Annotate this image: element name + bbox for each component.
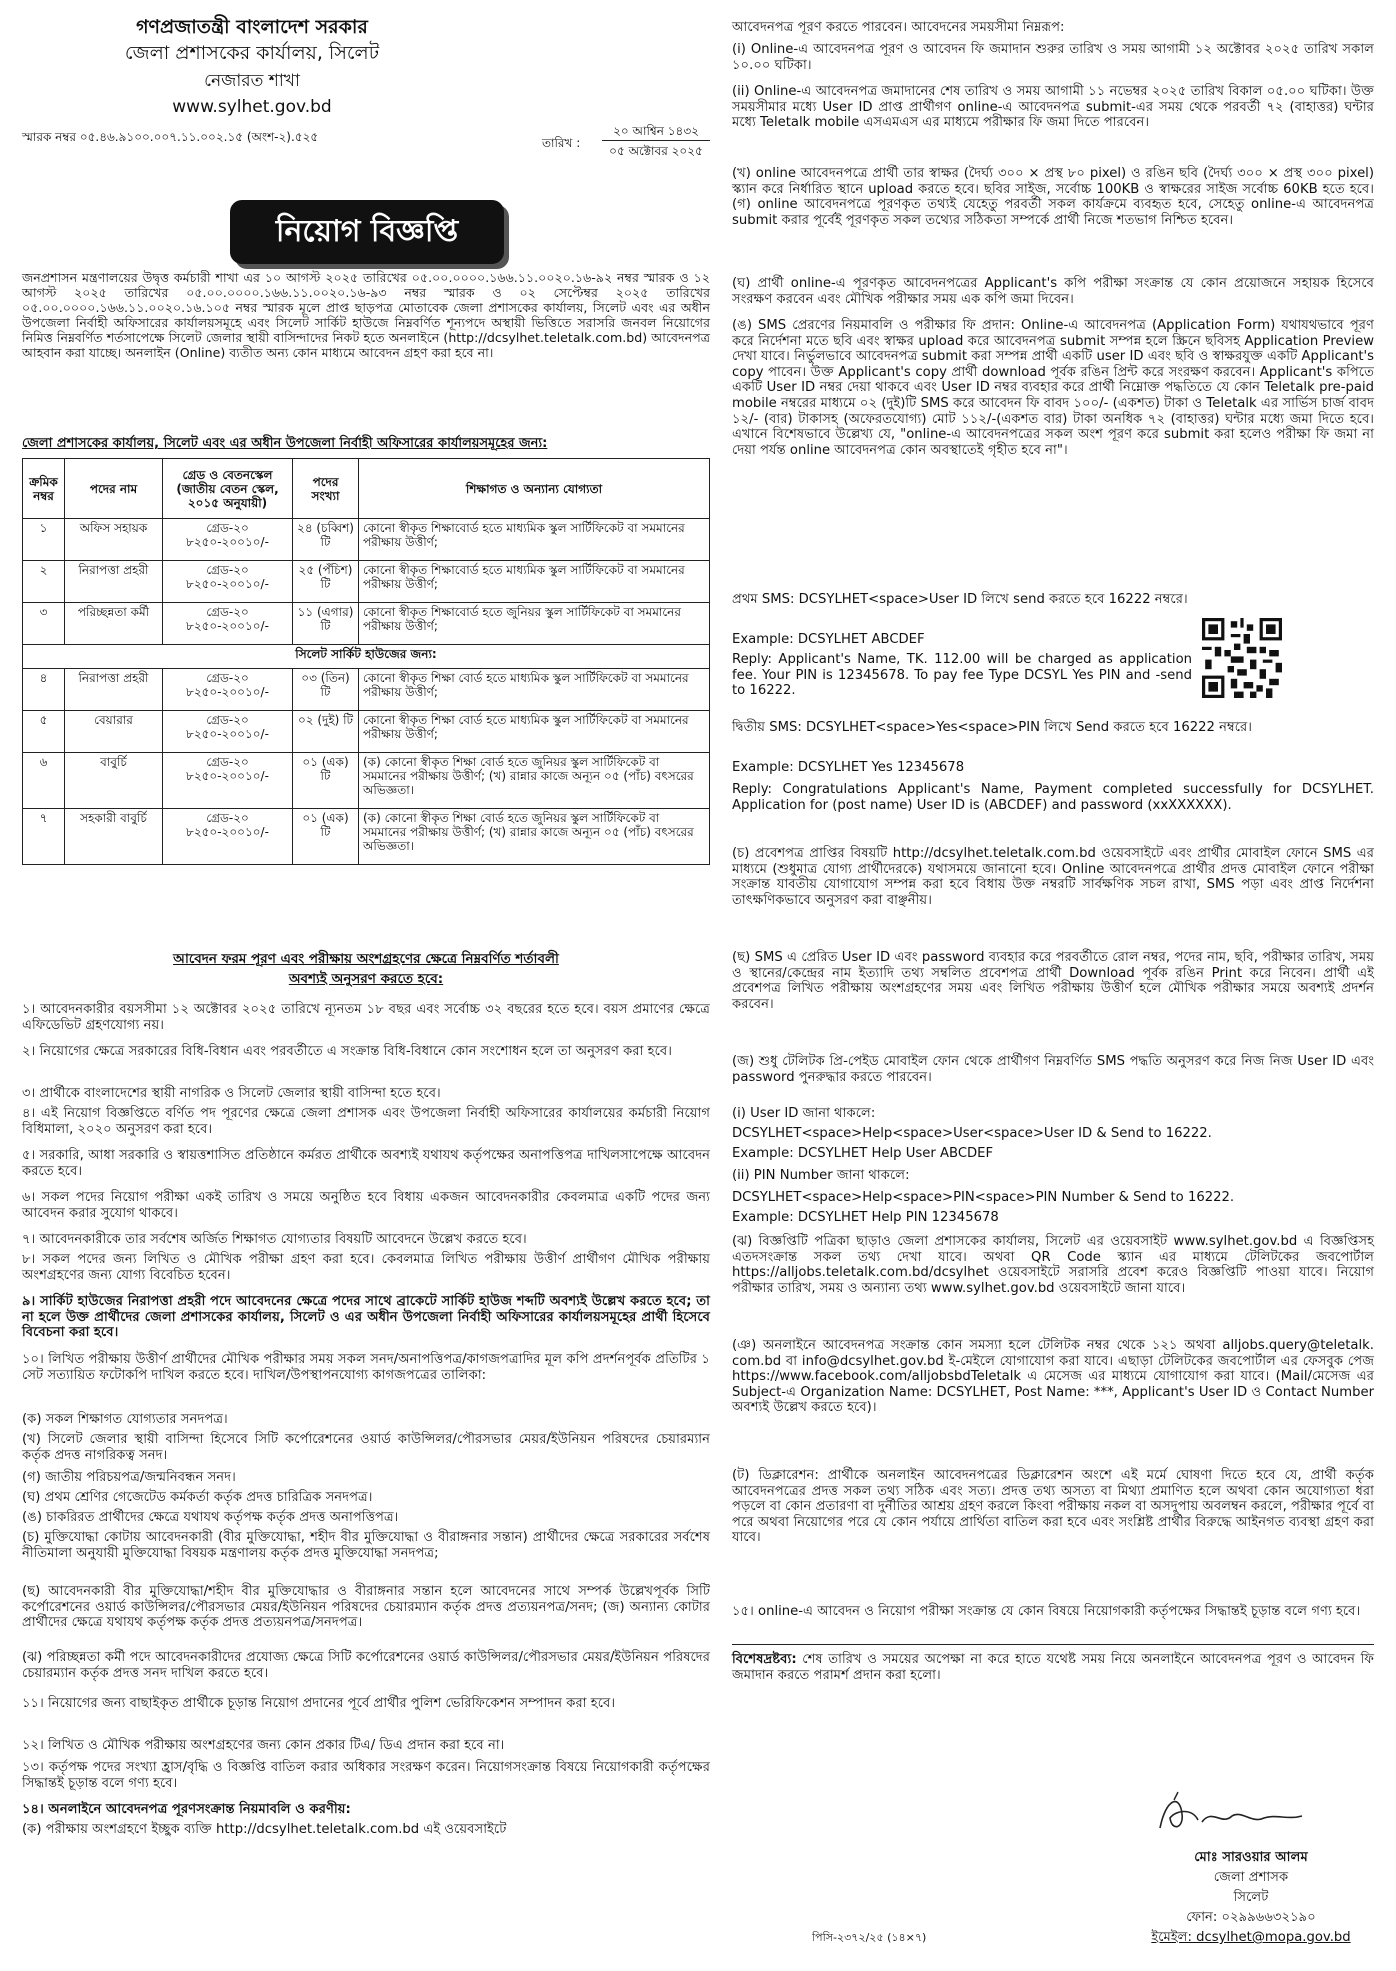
sms-reply-2: Reply: Congratulations Applicant's Name, Payment completed successfully for DCSYLHET. Application for (post name) User ID is (ABCDEF) and password (xxXXXXXX). bbox=[732, 782, 1374, 813]
condition-item: ৮। সকল পদের জন্য লিখিত ও মৌখিক পরীক্ষা গ্রহণ করা হবে। কেবলমাত্র লিখিত পরীক্ষায় উত্তীর্ণ প্রার্থীগণ মৌখিক পরীক্ষায় অংশগ্রহণের জন্য যোগ্য বিবেচিত হবেন। bbox=[22, 1252, 710, 1283]
vacancy-table bbox=[22, 458, 710, 865]
table-row bbox=[23, 603, 710, 645]
table-header-row bbox=[23, 459, 710, 519]
divider bbox=[732, 1644, 1374, 1645]
document-item: (খ) সিলেট জেলার স্থায়ী বাসিন্দা হিসেবে সিটি কর্পোরেশনের ওয়ার্ড কাউন্সিলর/পৌরসভার মেয়র/ইউনিয়ন পরিষদের চেয়ারম্যান কর্তৃক প্রদত্ত নাগরিকত্ব সনদ। bbox=[22, 1432, 710, 1463]
pin-command: DCSYLHET<space>Help<space>PIN<space>PIN Number & Send to 16222. bbox=[732, 1190, 1235, 1205]
document-item: (ঝ) পরিচ্ছন্নতা কর্মী পদে আবেদনকারীদের প্রযোজ্য ক্ষেত্রে সিটি কর্পোরেশনের ওয়ার্ড কাউন্সিলর/পৌরসভার মেয়র/ইউনিয়ন পরিষদের চেয়ারম্যান কর্তৃক প্রদত্ত সনদ দাখিল করতে হবে। bbox=[22, 1650, 710, 1681]
condition-item: ১২। লিখিত ও মৌখিক পরীক্ষায় অংশগ্রহণের জন্য কোন প্রকার টিএ/ ডিএ প্রদান করা হবে না। bbox=[22, 1738, 505, 1753]
cell-grade: গ্রেড-২০ ৮২৫০-২০০১০/- bbox=[163, 561, 293, 603]
right-para: (ঙ) SMS প্রেরণের নিয়মাবলি ও পরীক্ষার ফি প্রদান: Online-এ আবেদনপত্র (Application Form) যথাযথভাবে পূরণ করে নির্দেশনা মতে ছবি এবং স্বাক্ষর upload করে আবেদনপত্র submit সম্পন্ন হলে স্ক্রিনে ছবিসহ Application Preview দেখা যাবে। নির্ভুলভাবে আবেদনপত্র submit করা সম্পন্ন প্রার্থী একটি user ID এবং ছবি ও স্বাক্ষরযুক্ত একটি Applicant's copy পাবেন। উক্ত Applicant's copy প্রার্থী download পূর্বক রঙিন প্রিন্ট করে সংরক্ষণ করবেন। Applicant's কপিতে একটি User ID নম্বর দেয়া থাকবে এবং User ID নম্বর ব্যবহার করে প্রার্থী নিম্নোক্ত পদ্ধতিতে যে কোন Teletalk pre-paid mobile নম্বরের মাধ্যমে ০২ (দুই)টি SMS করে আবেদন ফি বাবদ ১০০/- (একশত) টাকা ও Teletalk এর সার্ভিস চার্জ বাবদ ১২/- (বার) টাকাসহ (অফেরতযোগ্য) মোট ১১২/-(একশত বার) টাকা অনধিক ৭২ (বাহাত্তর) ঘন্টার মধ্যে জমা দিতে হবে। এখানে বিশেষভাবে উল্লেখ্য যে, "online-এ আবেদনপত্রের সকল অংশ পূরণ করে submit করা হলেও পরীক্ষা ফি জমা না দেয়া পর্যন্ত online আবেদনপত্র কোন অবস্থাতেই গৃহীত হবে না"। bbox=[732, 318, 1374, 458]
cell-count: ০৩ (তিন) টি bbox=[293, 669, 359, 711]
cell-post: অফিস সহায়ক bbox=[65, 519, 163, 561]
cell-no: ৭ bbox=[23, 809, 65, 865]
col-post: পদের নাম bbox=[65, 459, 163, 519]
notice-title: নিয়োগ বিজ্ঞপ্তি bbox=[230, 200, 504, 264]
condition-item: ২। নিয়োগের ক্ষেত্রে সরকারের বিধি-বিধান এবং পরবর্তীতে এ সংক্রান্ত বিধি-বিধানে কোন সংশোধন হলে তা অনুসরণ করা হবে। bbox=[22, 1044, 672, 1059]
cell-post: বাবুর্চি bbox=[65, 753, 163, 809]
qr-code-icon[interactable] bbox=[1202, 618, 1282, 698]
cell-count: ০১ (এক) টি bbox=[293, 809, 359, 865]
right-para: (i) Online-এ আবেদনপত্র পূরণ ও আবেদন ফি জমাদান শুরুর তারিখ ও সময় আগামী ১২ অক্টোবর ২০২৫ তারিখ সকাল ১০.০০ ঘটিকা। bbox=[732, 42, 1374, 73]
signatory-designation: জেলা প্রশাসক bbox=[1213, 1870, 1289, 1885]
right-para: (ঘ) প্রার্থী online-এ পূরণকৃত আবেদনপত্রের Applicant's কপি পরীক্ষা সংক্রান্ত যে কোন প্রয়োজনে সহায়ক হিসেবে সংরক্ষণ করবেন এবং মৌখিক পরীক্ষার সময় এক কপি জমা দিবেন। bbox=[732, 276, 1374, 307]
right-para: (চ) প্রবেশপত্র প্রাপ্তির বিষয়টি http://dcsylhet.teletalk.com.bd ওয়েবসাইটে এবং প্রার্থীর মোবাইল ফোনে SMS এর মাধ্যমে (শুধুমাত্র যোগ্য প্রার্থীদেরকে) যথাসময়ে জানানো হবে। Online আবেদনপত্রে প্রার্থীর প্রদত্ত মোবাইল ফোনে পরীক্ষা সংক্রান্ত যাবতীয় যোগাযোগ সম্পন্ন করা হবে বিধায় উক্ত নম্বরটি সার্বক্ষণিক সচল রাখা, SMS পড়া এবং প্রাপ্ত নির্দেশনা তাৎক্ষণিকভাবে অনুসরণ করা বাঞ্ছনীয়। bbox=[732, 846, 1374, 908]
date-label: তারিখ : bbox=[542, 136, 581, 150]
date-bangla: ২০ আশ্বিন ১৪৩২ bbox=[602, 124, 710, 141]
condition-item: ১১। নিয়োগের জন্য বাছাইকৃত প্রার্থীকে চূড়ান্ত নিয়োগ প্রদানের পূর্বে প্রার্থীর পুলিশ ভেরিফিকেশন সম্পাদন করা হবে। bbox=[22, 1696, 616, 1711]
right-para: (ট) ডিক্লারেশন: প্রার্থীকে অনলাইন আবেদনপত্রের ডিক্লারেশন অংশে এই মর্মে ঘোষণা দিতে হবে যে, প্রার্থী কর্তৃক আবেদনপত্রের প্রদত্ত সকল তথ্য সঠিক এবং সত্য। প্রদত্ত তথ্য অসত্য বা মিথ্যা প্রমাণিত হলে অথবা কোন অযোগ্যতা ধরা পড়লে বা কোন প্রতারণা বা দুর্নীতির আশ্রয় গ্রহণ করলে কিংবা পরীক্ষায় নকল বা অসদুপায় অবলম্বন করলে, পরীক্ষার পূর্বে বা পরে অথবা নিয়োগের পরে যে কোন পর্যায়ে প্রার্থিতা বাতিল করা হবে এবং সংশ্লিষ্ট প্রার্থীর বিরুদ্ধে আইনগত ব্যবস্থা গ্রহণ করা যাবে। bbox=[732, 1468, 1374, 1546]
condition-item: ৩। প্রার্থীকে বাংলাদেশের স্থায়ী নাগরিক ও সিলেট জেলার স্থায়ী বাসিন্দা হতে হবে। bbox=[22, 1086, 441, 1101]
cell-post: নিরাপত্তা প্রহরী bbox=[65, 561, 163, 603]
document-item: (গ) জাতীয় পরিচয়পত্র/জন্মনিবন্ধন সনদ। bbox=[22, 1470, 236, 1485]
cell-qualification: কোনো স্বীকৃত শিক্ষাবোর্ড হতে মাধ্যমিক স্কুল সার্টিফিকেট বা সমমানের পরীক্ষায় উত্তীর্ণ; bbox=[359, 519, 710, 561]
table-row bbox=[23, 519, 710, 561]
right-para: (ঞ) অনলাইনে আবেদনপত্র সংক্রান্ত কোন সমস্যা হলে টেলিটক নম্বর থেকে ১২১ অথবা alljobs.query@teletalk. com.bd বা info@dcsylhet.gov.bd ই-মেইলে যোগাযোগ করা যাবে। এছাড়া টেলিটকের জবপোর্টাল এর ফেসবুক পেজ https://www.facebook.com/alljobsbdTeletalk এ মেসেজ এর মাধ্যমে যোগাযোগ করা যাবে। (Mail/মেসেজ এর Subject-এ Organization Name: DCSYLHET, Post Name: ***, Applicant's User ID ও Contact Number অবশ্যই উল্লেখ করতে হবে)। bbox=[732, 1338, 1374, 1416]
cell-grade: গ্রেড-২০ ৮২৫০-২০০১০/- bbox=[163, 519, 293, 561]
special-note bbox=[732, 1652, 1374, 1683]
right-para: (ঝ) বিজ্ঞপ্তিটি পত্রিকা ছাড়াও জেলা প্রশাসকের কার্যালয়, সিলেট এর ওয়েবসাইট www.sylhet.gov.bd এ বিজ্ঞপ্তিসহ এতদসংক্রান্ত সকল তথ্য দেখা যাবে। অথবা QR Code স্ক্যান এর মাধ্যমে টেলিটকের জবপোর্টাল https://alljobs.teletalk.com.bd/dcsylhet ওয়েবসাইটে সরাসরি প্রবেশ করেও বিজ্ঞপ্তিটি পাওয়া যাবে। নিয়োগ পরীক্ষার তারিখ, সময় ও অন্যান্য তথ্য www.sylhet.gov.bd ওয়েবসাইটে জানা যাবে। bbox=[732, 1234, 1374, 1296]
section-heading: জেলা প্রশাসকের কার্যালয়, সিলেট এবং এর অধীন উপজেলা নির্বাহী অফিসারের কার্যালয়সমূহের জন্য: bbox=[22, 436, 548, 451]
cell-post: পরিচ্ছন্নতা কর্মী bbox=[65, 603, 163, 645]
govt-heading: গণপ্রজাতন্ত্রী বাংলাদেশ সরকার bbox=[136, 16, 368, 38]
cell-no: ৪ bbox=[23, 669, 65, 711]
memo-number: স্মারক নম্বর ০৫.৪৬.৯১০০.০০৭.১১.০০২.১৫ (অংশ-২).৫২৫ bbox=[22, 130, 319, 144]
document-item: (ছ) আবেদনকারী বীর মুক্তিযোদ্ধা/শহীদ বীর মুক্তিযোদ্ধার ও বীরাঙ্গনার সন্তান হলে আবেদনের সাথে সম্পর্ক উল্লেখপূর্বক সিটি কর্পোরেশনের ওয়ার্ড কাউন্সিলর/পৌরসভার মেয়র/ইউনিয়ন পরিষদের চেয়ারম্যান কর্তৃক প্রদত্ত প্রত্যয়নপত্র/সনদ; (জ) অন্যান্য কোটার প্রার্থীদের ক্ষেত্রে যথাযথ কর্তৃপক্ষ কর্তৃক প্রদত্ত প্রত্যয়নপত্র/সনদপত্র। bbox=[22, 1584, 710, 1631]
signatory-place: সিলেট bbox=[1233, 1890, 1269, 1905]
condition-item: (ক) পরীক্ষায় অংশগ্রহণে ইচ্ছুক ব্যক্তি http://dcsylhet.teletalk.com.bd এই ওয়েবসাইটে bbox=[22, 1822, 507, 1837]
cell-post: সহকারী বাবুর্চি bbox=[65, 809, 163, 865]
condition-item: ৭। আবেদনকারীকে তার সর্বশেষ অর্জিত শিক্ষাগত যোগ্যতার বিষয়টি আবেদনে উল্লেখ করতে হবে। bbox=[22, 1232, 527, 1247]
cell-count: ১১ (এগার) টি bbox=[293, 603, 359, 645]
cell-no: ১ bbox=[23, 519, 65, 561]
cell-no: ২ bbox=[23, 561, 65, 603]
office-heading: জেলা প্রশাসকের কার্যালয়, সিলেট bbox=[124, 42, 380, 64]
condition-item: ১। আবেদনকারীর বয়সসীমা ১২ অক্টোবর ২০২৫ তারিখে ন্যূনতম ১৮ বছর এবং সর্বোচ্চ ৩২ বছরের হতে হবে। বয়স প্রমাণের ক্ষেত্রে এফিডেভিট গ্রহণযোগ্য নয়। bbox=[22, 1002, 710, 1033]
cell-count: ০১ (এক) টি bbox=[293, 753, 359, 809]
condition-item: ৫। সরকারি, আধা সরকারি ও স্বায়ত্তশাসিত প্রতিষ্ঠানে কর্মরত প্রার্থীকে অবশ্যই যথাযথ কর্তৃপক্ষের অনাপত্তিপত্র দাখিলসাপেক্ষে আবেদন করতে হবে। bbox=[22, 1148, 710, 1179]
col-qualification: শিক্ষাগত ও অন্যান্য যোগ্যতা bbox=[359, 459, 710, 519]
pin-example: Example: DCSYLHET Help PIN 12345678 bbox=[732, 1210, 999, 1225]
condition-item: ৪। এই নিয়োগ বিজ্ঞপ্তিতে বর্ণিত পদ পূরণের ক্ষেত্রে জেলা প্রশাসক এবং উপজেলা নির্বাহী অফিসারের কার্যালয়ের কর্মচারী নিয়োগ বিধিমালা, ২০২০ অনুসরণ করা হবে। bbox=[22, 1106, 710, 1137]
cell-qualification: কোনো স্বীকৃত শিক্ষা বোর্ড হতে মাধ্যমিক স্কুল সার্টিফিকেট বা সমমানের পরীক্ষায় উত্তীর্ণ; bbox=[359, 669, 710, 711]
conditions-heading-2: অবশ্যই অনুসরণ করতে হবে: bbox=[288, 971, 444, 987]
special-note-text: শেষ তারিখ ও সময়ের অপেক্ষা না করে হাতে যথেষ্ট সময় নিয়ে অনলাইনে আবেদনপত্র পূরণ ও আবেদন ফি জমাদান করতে পরামর্শ প্রদান করা হলো। bbox=[732, 1652, 1374, 1683]
document-item: (ঘ) প্রথম শ্রেণির গেজেটেড কর্মকর্তা কর্তৃক প্রদত্ত চারিত্রিক সনদপত্র। bbox=[22, 1490, 373, 1505]
cell-qualification: কোনো স্বীকৃত শিক্ষাবোর্ড হতে মাধ্যমিক স্কুল সার্টিফিকেট বা সমমানের পরীক্ষায় উত্তীর্ণ; bbox=[359, 561, 710, 603]
circuit-house-heading: সিলেট সার্কিট হাউজের জন্য: bbox=[23, 645, 710, 669]
right-para: (ii) Online-এ আবেদনপত্র জমাদানের শেষ তারিখ ও সময় আগামী ১১ নভেম্বর ২০২৫ তারিখ বিকাল ০৫.০০ ঘটিকা। উক্ত সময়সীমার মধ্যে User ID প্রাপ্ত প্রার্থীগণ online-এ আবেদনপত্র submit-এর সময় থেকে পরবর্তী ৭২ (বাহাত্তর) ঘন্টার মধ্যে Teletalk mobile এসএমএস এর মাধ্যমে পরীক্ষার ফি জমা দিতে পারবেন। bbox=[732, 84, 1374, 131]
sms-example-1: Example: DCSYLHET ABCDEF bbox=[732, 632, 925, 647]
table-row bbox=[23, 561, 710, 603]
document-item: (চ) মুক্তিযোদ্ধা কোটায় আবেদনকারী (বীর মুক্তিযোদ্ধা, শহীদ বীর মুক্তিযোদ্ধা ও বীরাঙ্গনার সন্তান) প্রার্থীদের ক্ষেত্রে সরকারের সর্বশেষ নীতিমালা অনুযায়ী মুক্তিযোদ্ধা বিষয়ক মন্ত্রণালয় কর্তৃক প্রদত্ত মুক্তিযোদ্ধা সনদপত্র; bbox=[22, 1530, 710, 1561]
cell-post: বেয়ারার bbox=[65, 711, 163, 753]
cell-grade: গ্রেড-২০ ৮২৫০-২০০১০/- bbox=[163, 753, 293, 809]
special-note-label: বিশেষদ্রষ্টব্য: bbox=[732, 1652, 797, 1667]
right-para: আবেদনপত্র পূরণ করতে পারবেন। আবেদনের সময়সীমা নিম্নরূপ: bbox=[732, 20, 1065, 35]
cell-no: ৫ bbox=[23, 711, 65, 753]
cell-count: ২৪ (চব্বিশ) টি bbox=[293, 519, 359, 561]
condition-item: ৬। সকল পদের নিয়োগ পরীক্ষা একই তারিখ ও সময়ে অনুষ্ঠিত হবে বিধায় একজন আবেদনকারীর কেবলমাত্র একটি পদের জন্য আবেদন করার সুযোগ থাকবে। bbox=[22, 1190, 710, 1221]
right-para: ১৫। online-এ আবেদন ও নিয়োগ পরীক্ষা সংক্রান্ত যে কোন বিষয়ে নিয়োগকারী কর্তৃপক্ষের সিদ্ধান্তই চূড়ান্ত বলে গণ্য হবে। bbox=[732, 1604, 1361, 1619]
table-row bbox=[23, 669, 710, 711]
sms-second: দ্বিতীয় SMS: DCSYLHET<space>Yes<space>PIN লিখে Send করতে হবে 16222 নম্বরে। bbox=[732, 720, 1253, 735]
right-para: (খ) online আবেদনপত্রে প্রার্থী তার স্বাক্ষর (দৈর্ঘ্য ৩০০ × প্রস্থ ৮০ pixel) ও রঙিন ছবি (দৈর্ঘ্য ৩০০ × প্রস্থ ৩০০ pixel) স্ক্যান করে নির্ধারিত স্থানে upload করতে হবে। ছবির সাইজ, সর্বোচ্চ 100KB ও স্বাক্ষরের সাইজ সর্বোচ্চ 60KB হতে হবে। (গ) online আবেদনপত্রে পূরণকৃত তথ্যই যেহেতু পরবর্তী সকল কার্যক্রমে ব্যবহৃত হবে, সেহেতু online-এ আবেদনপত্র submit করার পূর্বেই পূরণকৃত সকল তথ্যের সঠিকতা সম্পর্কে প্রার্থী নিজে শতভাগ নিশ্চিত হবেন। bbox=[732, 166, 1374, 228]
cell-qualification: (ক) কোনো স্বীকৃত শিক্ষা বোর্ড হতে জুনিয়র স্কুল সার্টিফিকেট বা সমমানের পরীক্ষায় উত্তীর্ণ; (খ) রান্নার কাজে অন্যূন ০৫ (পাঁচ) বৎসরের অভিজ্ঞতা। bbox=[359, 753, 710, 809]
signatory-phone: ফোন: ০২৯৯৬৬৩২১৯০ bbox=[1186, 1910, 1316, 1925]
cell-no: ৬ bbox=[23, 753, 65, 809]
cell-grade: গ্রেড-২০ ৮২৫০-২০০১০/- bbox=[163, 711, 293, 753]
cell-qualification: কোনো স্বীকৃত শিক্ষা বোর্ড হতে মাধ্যমিক স্কুল সার্টিফিকেট বা সমমানের পরীক্ষায় উত্তীর্ণ; bbox=[359, 711, 710, 753]
cell-count: ০২ (দুই) টি bbox=[293, 711, 359, 753]
right-para: (ছ) SMS এ প্রেরিত User ID এবং password ব্যবহার করে পরবর্তীতে রোল নম্বর, পদের নাম, ছবি, পরীক্ষার তারিখ, সময় ও স্থানের/কেন্দ্রের নাম ইত্যাদি তথ্য সম্বলিত প্রবেশপত্র প্রার্থী Download পূর্বক রঙিন Print করে নিবেন। প্রার্থী এই প্রবেশপত্র লিখিত পরীক্ষায় অংশগ্রহণের সময় এবং লিখিত পরীক্ষায় উত্তীর্ণ হলে মৌখিক পরীক্ষার সময়ে অবশ্যই প্রদর্শন করবেন। bbox=[732, 950, 1374, 1012]
cell-qualification: কোনো স্বীকৃত শিক্ষাবোর্ড হতে জুনিয়র স্কুল সার্টিফিকেট বা সমমানের পরীক্ষায় উত্তীর্ণ; bbox=[359, 603, 710, 645]
sms-first: প্রথম SMS: DCSYLHET<space>User ID লিখে send করতে হবে 16222 নম্বরে। bbox=[732, 592, 1188, 607]
pin-heading: (ii) PIN Number জানা থাকলে: bbox=[732, 1168, 910, 1183]
website-heading: www.sylhet.gov.bd bbox=[172, 97, 332, 117]
cell-grade: গ্রেড-২০ ৮২৫০-২০০১০/- bbox=[163, 809, 293, 865]
cell-count: ২৫ (পঁচিশ) টি bbox=[293, 561, 359, 603]
cell-post: নিরাপত্তা প্রহরী bbox=[65, 669, 163, 711]
branch-heading: নেজারত শাখা bbox=[204, 71, 300, 91]
condition-item: ১০। লিখিত পরীক্ষায় উত্তীর্ণ প্রার্থীদের মৌখিক পরীক্ষার সময় সকল সনদ/অনাপত্তিপত্র/কাগজপত্রাদির মূল কপি প্রদর্শনপূর্বক প্রতিটির ১ সেট সত্যায়িত ফটোকপি দাখিল করতে হবে। দাখিল/উপস্থাপনযোগ্য কাগজপত্রের তালিকা: bbox=[22, 1352, 710, 1383]
condition-item: ১৩। কর্তৃপক্ষ পদের সংখ্যা হ্রাস/বৃদ্ধি ও বিজ্ঞপ্তি বাতিল করার অধিকার সংরক্ষণ করেন। নিয়োগসংক্রান্ত বিষয়ে নিয়োগকারী কর্তৃপক্ষের সিদ্ধান্তই চূড়ান্ত বলে গণ্য হবে। bbox=[22, 1760, 710, 1791]
uid-heading: (i) User ID জানা থাকলে: bbox=[732, 1106, 876, 1121]
signatory-email: ইমেইল: dcsylhet@mopa.gov.bd bbox=[1151, 1930, 1351, 1945]
document-item: (ক) সকল শিক্ষাগত যোগ্যতার সনদপত্র। bbox=[22, 1412, 228, 1427]
sms-reply-1: Reply: Applicant's Name, TK. 112.00 will be charged as application fee. Your PIN is 12345678. To pay fee Type DCSYL Yes PIN and -send to 16222. bbox=[732, 652, 1192, 699]
right-para: (জ) শুধু টেলিটক প্রি-পেইড মোবাইল ফোন থেকে প্রার্থীগণ নিম্নবর্ণিত SMS পদ্ধতি অনুসরণ করে নিজ নিজ User ID এবং password পুনরুদ্ধার করতে পারবেন। bbox=[732, 1054, 1374, 1085]
condition-item: ১৪। অনলাইনে আবেদনপত্র পূরণসংক্রান্ত নিয়মাবলি ও করণীয়: bbox=[22, 1802, 351, 1817]
table-row bbox=[23, 809, 710, 865]
table-section-row bbox=[23, 645, 710, 669]
cell-no: ৩ bbox=[23, 603, 65, 645]
intro-paragraph: জনপ্রশাসন মন্ত্রণালয়ের উদ্বৃত্ত কর্মচারী শাখা এর ১০ আগস্ট ২০২৫ তারিখের ০৫.০০.০০০০.১৬৬.১১.০০২০.১৬-৯২ নম্বর স্মারক ও ১২ আগস্ট ২০২৫ তারিখের ০৫.০০.০০০০.১৬৬.১১.০০২০.১৬-৯৩ নম্বর স্মারক ও ০২ সেপ্টেম্বর ২০২৫ তারিখের ০৫.০০.০০০০.১৬৬.১১.০০২০.১৬.১০৫ নম্বর স্মারক মূলে প্রাপ্ত ছাড়পত্র মোতাবেক জেলা প্রশাসকের কার্যালয়, সিলেট এবং এর অধীন উপজেলা নির্বাহী অফিসারের কার্যালয়সমূহে এবং সিলেট সার্কিট হাউজে নিম্নবর্ণিত শূন্যপদে অস্থায়ী ভিত্তিতে সরাসরি জনবল নিয়োগের নিমিত্ত নিম্নবর্ণিত শর্তসাপেক্ষে সিলেট জেলার স্থায়ী বাসিন্দাদের নিকট হতে অনলাইনে (http://dcsylhet.teletalk.com.bd) আবেদনপত্র আহবান করা যাচ্ছে। অনলাইন (Online) ব্যতীত অন্য কোন মাধ্যমে আবেদন গ্রহণ করা হবে না। bbox=[22, 270, 710, 360]
cell-qualification: (ক) কোনো স্বীকৃত শিক্ষা বোর্ড হতে জুনিয়র স্কুল সার্টিফিকেট বা সমমানের পরীক্ষায় উত্তীর্ণ; (খ) রান্নার কাজে অন্যূন ০৫ (পাঁচ) বৎসরের অভিজ্ঞতা। bbox=[359, 809, 710, 865]
table-row bbox=[23, 711, 710, 753]
cell-grade: গ্রেড-২০ ৮২৫০-২০০১০/- bbox=[163, 669, 293, 711]
col-count: পদের সংখ্যা bbox=[293, 459, 359, 519]
sms-example-2: Example: DCSYLHET Yes 12345678 bbox=[732, 760, 965, 775]
col-grade: গ্রেড ও বেতনস্কেল (জাতীয় বেতন স্কেল, ২০১৫ অনুযায়ী) bbox=[163, 459, 293, 519]
signatory-name: মোঃ সারওয়ার আলম bbox=[1194, 1850, 1308, 1865]
date-english: ০৫ অক্টোবর ২০২৫ bbox=[609, 144, 703, 158]
signature-icon bbox=[1152, 1788, 1312, 1838]
document-item: (ঙ) চাকরিরত প্রার্থীদের ক্ষেত্রে যথাযথ কর্তৃপক্ষ কর্তৃক প্রদত্ত অনাপত্তিপত্র। bbox=[22, 1510, 399, 1525]
col-serial: ক্রমিক নম্বর bbox=[23, 459, 65, 519]
condition-item-circuit-house: ৯। সার্কিট হাউজের নিরাপত্তা প্রহরী পদে আবেদনের ক্ষেত্রে পদের সাথে ব্রাকেটে সার্কিট হাউজ শব্দটি অবশ্যই উল্লেখ করতে হবে; তা না হলে উক্ত প্রার্থীদের জেলা প্রশাসকের কার্যালয়, সিলেট ও এর অধীন উপজেলা নির্বাহী অফিসারের কার্যালয়সমূহের প্রার্থী হিসেবে বিবেচনা করা হবে। bbox=[22, 1294, 710, 1341]
uid-example: Example: DCSYLHET Help User ABCDEF bbox=[732, 1146, 994, 1161]
conditions-heading: আবেদন ফরম পূরণ এবং পরীক্ষায় অংশগ্রহণের ক্ষেত্রে নিম্নবর্ণিত শর্তাবলী bbox=[173, 951, 559, 967]
uid-command: DCSYLHET<space>Help<space>User<space>User ID & Send to 16222. bbox=[732, 1126, 1212, 1141]
table-row bbox=[23, 753, 710, 809]
cell-grade: গ্রেড-২০ ৮২৫০-২০০১০/- bbox=[163, 603, 293, 645]
print-reference: পিসি-২৩৭২/২৫ (১৪×৭) bbox=[812, 1931, 927, 1944]
